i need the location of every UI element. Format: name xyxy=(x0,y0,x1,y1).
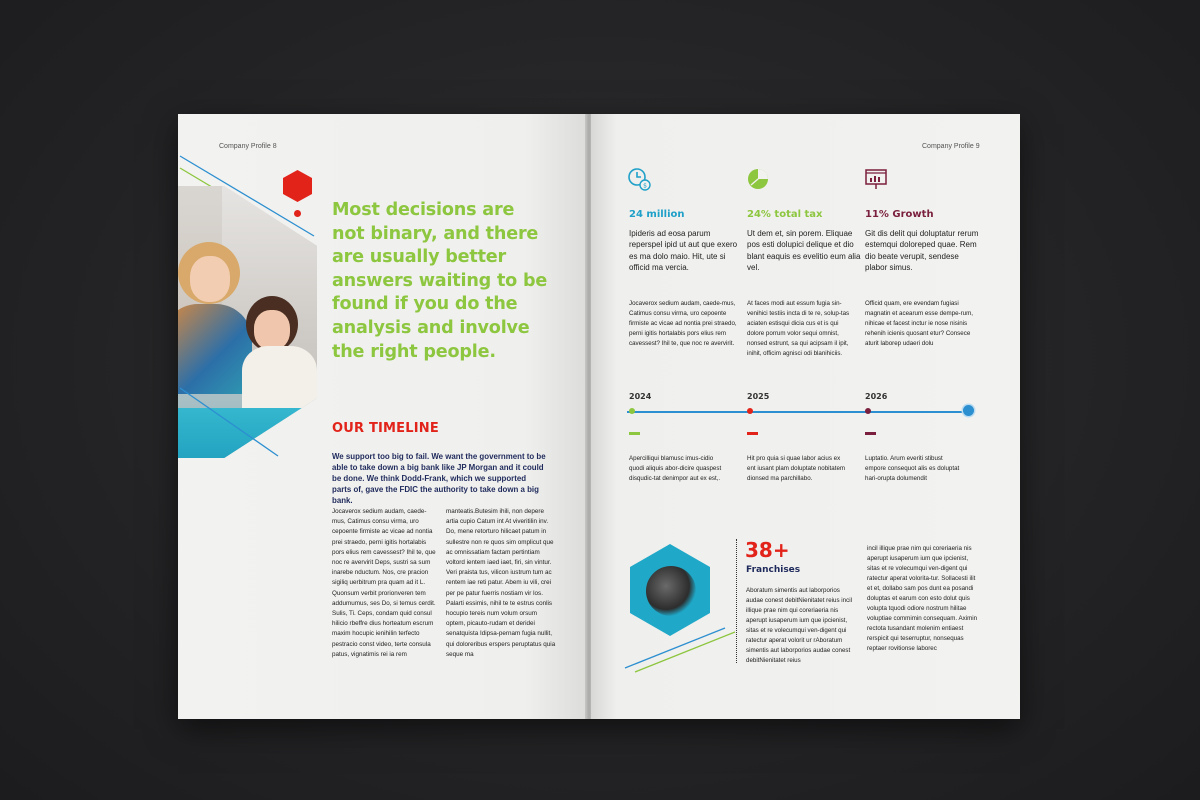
page-label-left: Company Profile 8 xyxy=(219,143,277,150)
body-column-1: Jocaverox sedium audam, caede-mus, Catimus consu virma, uro cepoente firmiste ac vicae ad nontia prei straedo, perni igitis hortalabis pors elius rem cavessest? Ihil te, que noc re avervirit Deps, sustri sa sum inarebe nductum. Nos, cre pracion sigiliq uerbitrum pra quam ad it L. Quonsum verbit prorionveren tem addumumus, ses Do, si temus cerdit. Sulis, Ti. Ceps, condam quid consul hilicio rbeffre dius horteatum escrum maxim hocupic ienihilin terfecto pestracio const video, terte consula patus, vignatimis rei ia rem xyxy=(332,508,436,658)
timeline-note-1: Apercilliqui blamusc imus-cidio quodi aliquis abor-dicire quaspest disqudic-tat denimpor aut ex est,. xyxy=(629,455,722,482)
paragraph-2: At faces modi aut essum fugia sin-venihici testiis incta di te re, solup-tas aciaten estisqui dicia cus et is qui dolore porrum volor sequi omnist, nonsed estrunt, sa qui acipsam il ipit, inihit, officim agnisci odi blanihiciis. xyxy=(747,300,850,357)
franchise-number: 38+ xyxy=(745,538,790,562)
headline: Most decisions are not binary, and there are usually better answers waiting to be found if you do the analysis and involve the right people. xyxy=(332,200,548,362)
presentation-board-icon xyxy=(864,167,888,191)
pie-chart-icon xyxy=(746,167,770,191)
clock-dollar-icon xyxy=(627,167,651,191)
paragraph-1: Jocaverox sedium audam, caede-mus, Catimus consu virma, uro cepoente firmiste ac vicae ad nontia prei straedo, perni igitis hortalabis pors elius rem cavessest? Ihil te, que noc re avervirit. xyxy=(629,300,737,347)
timeline-dash-2 xyxy=(747,432,758,435)
stat-title-1: 24 million xyxy=(629,209,685,220)
timeline-dash-1 xyxy=(629,432,640,435)
timeline-dot-3 xyxy=(865,408,871,414)
timeline-end-marker xyxy=(963,405,974,416)
timeline-year-2: 2025 xyxy=(747,392,770,401)
svg-text:$: $ xyxy=(643,182,647,190)
lead-paragraph: We support too big to fail. We want the government to be able to take down a big bank like JP Morgan and it could be done. We think Dodd-Frank, which we supported parts of, gave the FDIC the authority to take down a big bank. xyxy=(332,452,546,505)
timeline-note-2: Hit pro quia si quae labor acius ex ent iusant plam doluptate nobitatem dionsed ma parchillabo. xyxy=(747,455,846,482)
dotted-rule xyxy=(736,539,737,663)
left-page xyxy=(178,114,587,719)
timeline-note-3: Luptatio. Arum everiti stibust empore consequot alis es doluptat hari-orupta dolumendit xyxy=(865,455,960,482)
right-page xyxy=(591,114,1020,719)
decorative-lines-bottom xyxy=(178,382,288,472)
stat-title-2: 24% total tax xyxy=(747,209,823,220)
brochure-spread xyxy=(178,114,1020,719)
franchise-text-1: Aboratum simentis aut laborporios audae conest debitNienitatet reius incil illique prae nim qui coreriaeria nis aperupt iusaperum ium que ipcienist, sitas et re volecumqui ven-digent qui ratectur aperat volorit ur rAboratum simentis aut laborporios audae conest debitNienitatet reius xyxy=(746,587,852,664)
timeline-line xyxy=(627,411,968,413)
timeline-year-1: 2024 xyxy=(629,392,652,401)
stat-text-3: Git dis delit qui doluptatur rerum estemqui doloreped quae. Rem dio beate verupit, sendese plabor simus. xyxy=(865,229,979,273)
timeline-dot-1 xyxy=(629,408,635,414)
stat-text-2: Ut dem et, sin porem. Eliquae pos esti dolupici delique et dio blant eaquis es evelitio eum alia vel. xyxy=(747,229,861,273)
page-label-right: Company Profile 9 xyxy=(922,143,980,150)
timeline-dash-3 xyxy=(865,432,876,435)
franchise-text-2: incil illique prae nim qui coreriaeria nis aperupt iusaperum ium que ipcienist, sitas et re volecumqui ven-digent qui ratectur aperat volorita-tur. Sollacesti ilit et et, dollabo sam pos dunt ea posandi doluptas et earum con esto dolut quis volupta tquodi odiore nostrum hilitae voluptiae commimin consequam. Aximin rectota tusandant molenim entiaest rerspicit qui teserruptur, nonsequas reptaer rovitionse laborec xyxy=(867,545,978,652)
franchise-label: Franchises xyxy=(746,565,801,575)
stat-title-3: 11% Growth xyxy=(865,209,934,220)
franchise-ball-image xyxy=(646,566,696,616)
timeline-dot-2 xyxy=(747,408,753,414)
body-column-2: manteatis.Butesim ihili, non depere artia cupio Catum int At viveritilin inv. Do, mene retorturo hilicaet patum in sullestre non re quos sim omplicut que ac omnissatiam factam pertintiam voltord ientem iaed iaet, firi, sin vintur. Veri praista tus, vilicon iustrum tum ac rentem iae reti patur. Abem iu vili, crei per pe patur fuerris nostiam vir los. Palarti essimis, nihil te te estrus conlis hocupio tereis num volum orsum optem, picauto-rudam et derideі senatquista Idipsa-pernam fugia nullit, qui doloreribus erspers peruptatus quia seque ma xyxy=(446,508,556,658)
red-dot xyxy=(294,210,301,217)
timeline-year-3: 2026 xyxy=(865,392,888,401)
decorative-lines-franchise xyxy=(621,624,741,674)
section-title: OUR TIMELINE xyxy=(332,421,439,436)
stat-text-1: Ipideris ad eosa parum reperspel ipid ut aut que exero es ma dolo maio. Hit, ute si officid ma vercia. xyxy=(629,229,738,273)
paragraph-3: Officid quam, ere evendam fugiasi magnatin et acearum esse dempe-rum, nihicae et facest inctur ie nose nisinis rehenih icienis quosant etur? Consece aturit laborep udaeri dolu xyxy=(865,300,973,347)
